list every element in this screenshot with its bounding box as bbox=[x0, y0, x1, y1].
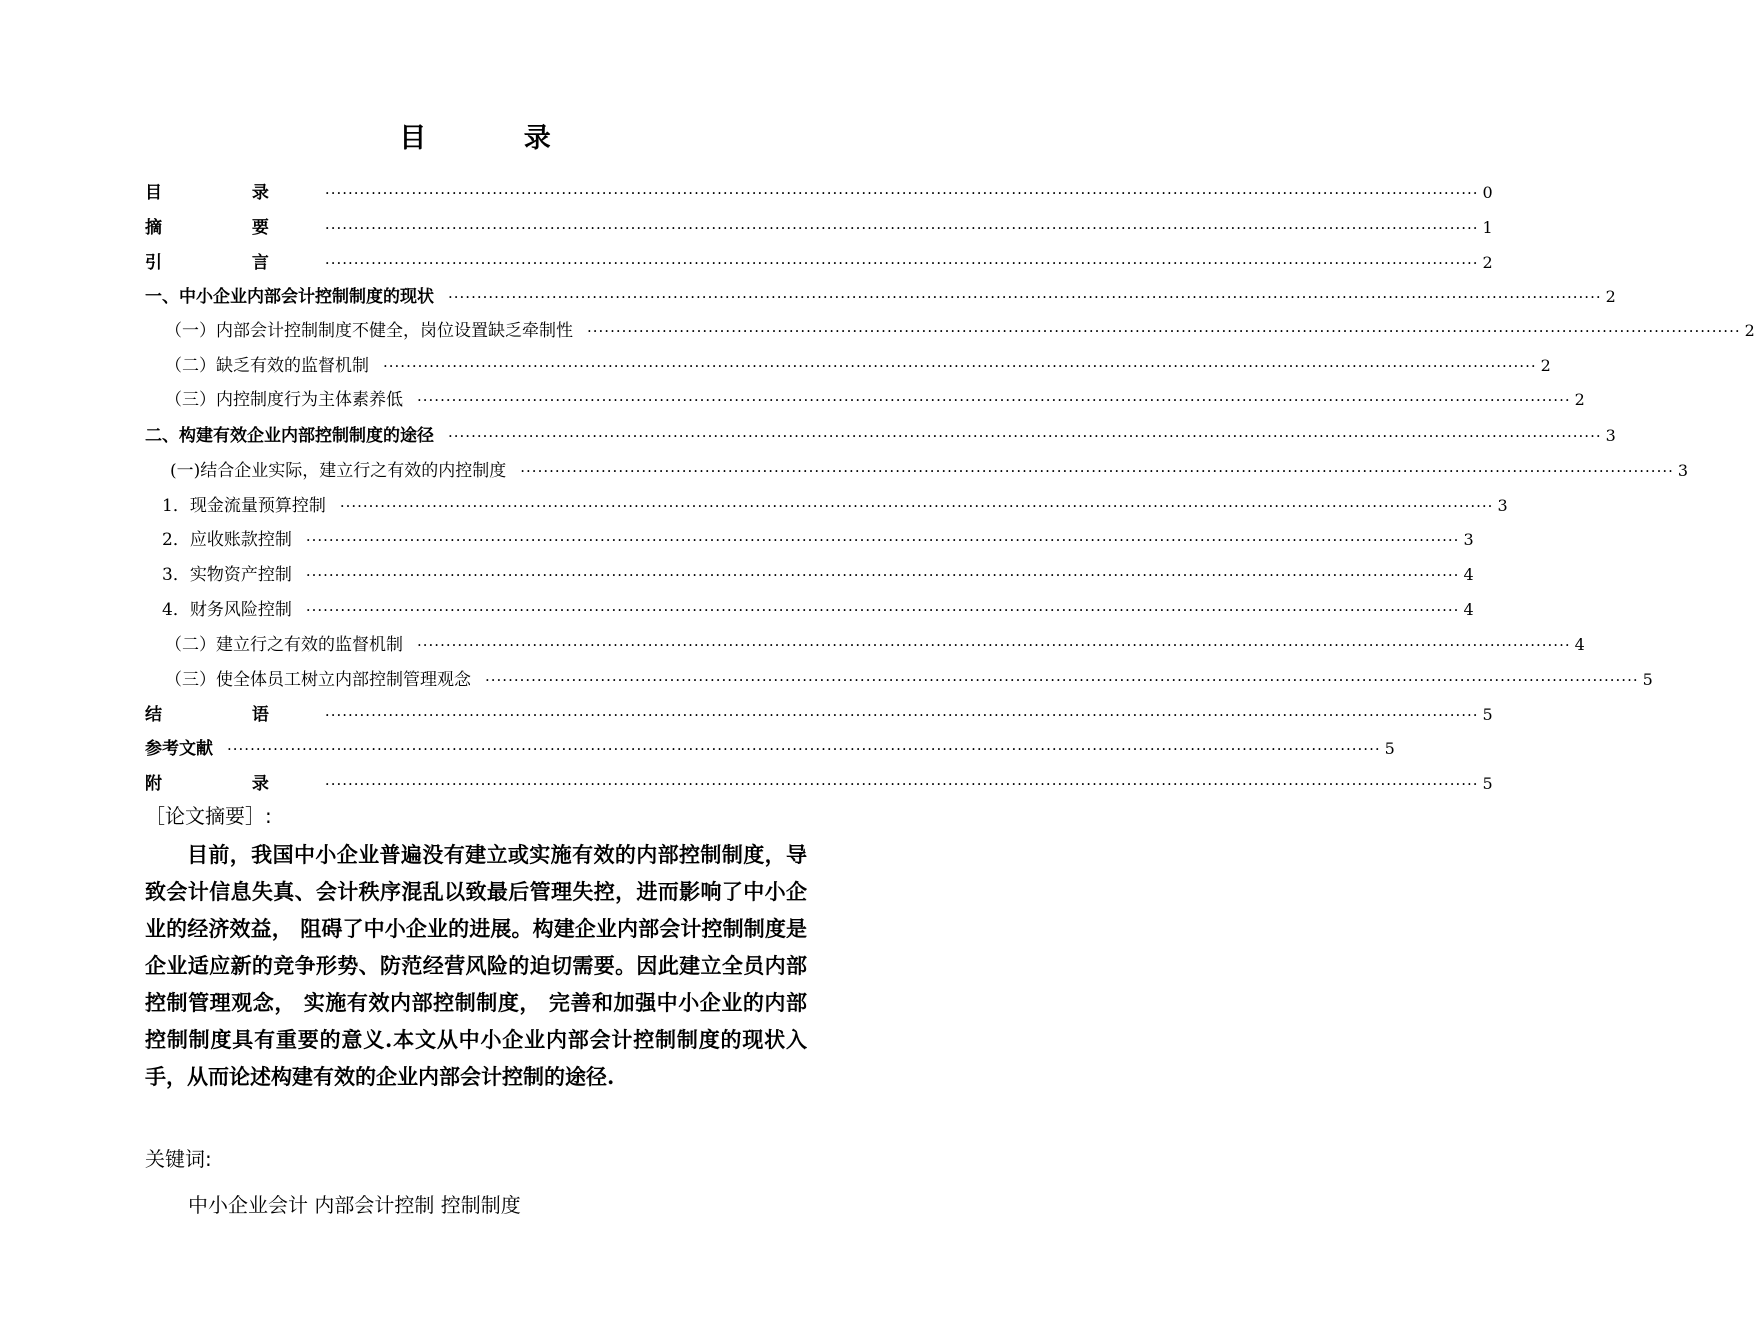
toc-entry-label: （二）建立行之有效的监督机制 bbox=[165, 635, 403, 655]
toc-leader-dots: ········································································································································································································ bbox=[587, 322, 1741, 340]
toc-entry[interactable] bbox=[145, 213, 1493, 243]
toc-entry-page: 2 bbox=[1540, 356, 1551, 375]
toc-entry-page: 2 bbox=[1574, 390, 1585, 409]
toc-entry[interactable] bbox=[165, 316, 1755, 346]
toc-entry-page: 3 bbox=[1497, 496, 1508, 515]
toc-entry-page: 5 bbox=[1482, 705, 1493, 724]
toc-entry-page: 3 bbox=[1677, 461, 1689, 480]
toc-entry[interactable] bbox=[165, 351, 1551, 381]
toc-entry-page: 2 bbox=[1482, 253, 1493, 272]
toc-leader-dots: ········································································································································································································ bbox=[324, 254, 1479, 272]
toc-entry-label: （三）使全体员工树立内部控制管理观念 bbox=[165, 670, 471, 690]
toc-title: 目 录 bbox=[399, 123, 595, 154]
toc-entry[interactable] bbox=[145, 734, 1395, 764]
toc-leader-dots: ········································································································································································································ bbox=[448, 288, 1602, 306]
toc-entry-label: 附 录 bbox=[145, 774, 311, 794]
toc-entry-label: 4．财务风险控制 bbox=[162, 600, 292, 620]
keywords-label: 关键词: bbox=[145, 1147, 212, 1171]
toc-entry-label: 二、构建有效企业内部控制制度的途径 bbox=[145, 426, 434, 446]
toc-leader-dots: ········································································································································································································ bbox=[448, 427, 1602, 445]
toc-entry[interactable] bbox=[162, 525, 1474, 555]
toc-leader-dots: ········································································································································································································ bbox=[324, 775, 1479, 793]
toc-entry[interactable] bbox=[145, 769, 1493, 799]
toc-leader-dots: ········································································································································································································ bbox=[305, 601, 1460, 619]
toc-entry-label: 2．应收账款控制 bbox=[162, 530, 292, 550]
toc-entry-page: 5 bbox=[1642, 670, 1653, 689]
toc-leader-dots: ········································································································································································································ bbox=[324, 706, 1479, 724]
toc-entry-page: 1 bbox=[1482, 218, 1493, 237]
toc-entry-label: （一）内部会计控制制度不健全，岗位设置缺乏牵制性 bbox=[165, 321, 573, 341]
toc-entry-label: （二）缺乏有效的监督机制 bbox=[165, 356, 369, 376]
toc-entry[interactable] bbox=[162, 560, 1474, 590]
toc-leader-dots: ········································································································································································································ bbox=[339, 497, 1494, 515]
toc-entry-label: 目 录 bbox=[145, 183, 311, 203]
toc-entry[interactable] bbox=[145, 282, 1616, 312]
toc-entry-page: 2 bbox=[1744, 321, 1755, 340]
toc-entry-label: 3．实物资产控制 bbox=[162, 565, 292, 585]
abstract-heading: ［论文摘要］: bbox=[145, 804, 272, 828]
toc-leader-dots: ········································································································································································································ bbox=[324, 184, 1479, 202]
toc-entry-label: 结 语 bbox=[145, 705, 311, 725]
toc-entry-label: 1．现金流量预算控制 bbox=[162, 496, 326, 516]
toc-entry[interactable] bbox=[165, 630, 1585, 660]
toc-entry[interactable] bbox=[145, 700, 1493, 730]
toc-entry-page: 5 bbox=[1482, 774, 1493, 793]
toc-leader-dots: ········································································································································································································ bbox=[417, 391, 1571, 409]
abstract-body: 目前，我国中小企业普遍没有建立或实施有效的内部控制制度，导致会计信息失真、会计秩序混乱以致最后管理失控，进而影响了中小企业的经济效益， 阻碍了中小企业的进展。构建企业内部会计控制制度是企业适应新的竞争形势、防范经营风险的迫切需要。因此建立全员内部控制管理观念， 实施有效内部控制制度， 完善和加强中小企业的内部控制制度具有重要的意义.本文从中小企业内部会计控制制度的现状入手，从而论述构建有效的企业内部会计控制的途径. bbox=[145, 842, 807, 1089]
toc-entry-page: 4 bbox=[1574, 635, 1585, 654]
toc-entry[interactable] bbox=[145, 421, 1616, 451]
toc-entry[interactable] bbox=[165, 665, 1653, 695]
toc-entry-label: 引 言 bbox=[145, 253, 311, 273]
toc-entry-page: 5 bbox=[1384, 739, 1395, 758]
toc-entry[interactable] bbox=[165, 385, 1585, 415]
toc-entry[interactable] bbox=[162, 491, 1508, 521]
toc-entry-page: 4 bbox=[1463, 565, 1474, 584]
toc-entry[interactable] bbox=[170, 456, 1689, 486]
toc-leader-dots: ········································································································································································································ bbox=[485, 671, 1639, 689]
keywords-value: 中小企业会计 内部会计控制 控制制度 bbox=[188, 1193, 521, 1217]
toc-leader-dots: ········································································································································································································ bbox=[227, 740, 1381, 758]
toc-entry-page: 4 bbox=[1463, 600, 1474, 619]
toc-leader-dots: ········································································································································································································ bbox=[305, 531, 1460, 549]
toc-entry[interactable] bbox=[162, 595, 1474, 625]
toc-entry-label: （三）内控制度行为主体素养低 bbox=[165, 390, 403, 410]
toc-entry-page: 0 bbox=[1482, 183, 1493, 202]
toc-leader-dots: ········································································································································································································ bbox=[305, 566, 1460, 584]
toc-entry-label: 一、中小企业内部会计控制制度的现状 bbox=[145, 287, 434, 307]
toc-leader-dots: ········································································································································································································ bbox=[520, 462, 1674, 480]
toc-entry-label: (一)结合企业实际，建立行之有效的内控制度 bbox=[170, 461, 507, 481]
toc-entry[interactable] bbox=[145, 248, 1493, 278]
toc-entry-label: 摘 要 bbox=[145, 218, 311, 238]
toc-leader-dots: ········································································································································································································ bbox=[383, 357, 1537, 375]
toc-entry[interactable] bbox=[145, 178, 1493, 208]
toc-leader-dots: ········································································································································································································ bbox=[324, 219, 1479, 237]
toc-entry-label: 参考文献 bbox=[145, 739, 213, 759]
toc-entry-page: 3 bbox=[1463, 530, 1474, 549]
toc-entry-page: 2 bbox=[1605, 287, 1616, 306]
toc-entry-page: 3 bbox=[1605, 426, 1616, 445]
toc-leader-dots: ········································································································································································································ bbox=[417, 636, 1571, 654]
